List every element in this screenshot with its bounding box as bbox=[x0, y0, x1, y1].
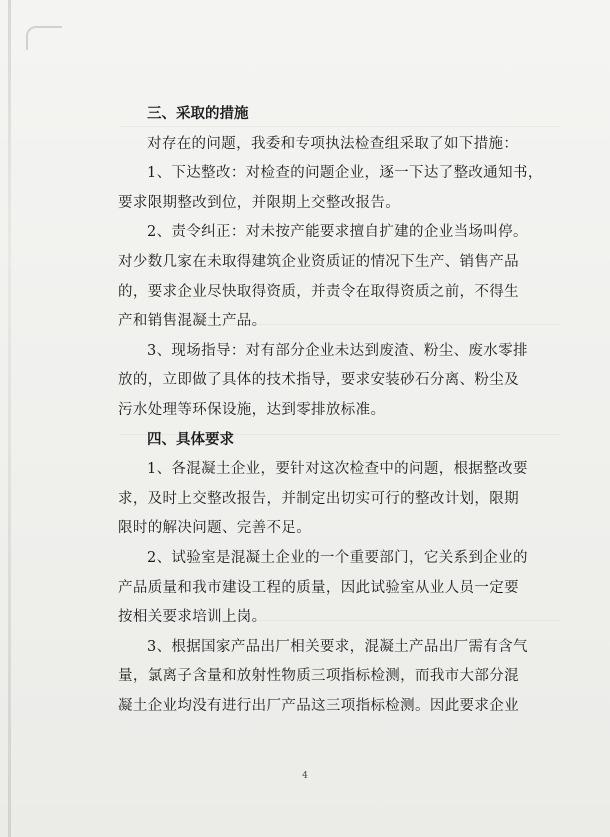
paragraph-line: 对少数几家在未取得建筑企业资质证的情况下生产、销售产品 bbox=[118, 253, 519, 270]
paragraph-line: 3、现场指导：对有部分企业未达到废渣、粉尘、废水零排 bbox=[147, 342, 528, 359]
paragraph-line: 产品质量和我市建设工程的质量，因此试验室从业人员一定要 bbox=[118, 579, 519, 596]
paragraph-line: 放的，立即做了具体的技术指导，要求安装砂石分离、粉尘及 bbox=[118, 372, 519, 389]
paragraph-line: 要求限期整改到位，并限期上交整改报告。 bbox=[118, 194, 401, 211]
paragraph-line: 凝土企业均没有进行出厂产品这三项指标检测。因此要求企业 bbox=[118, 697, 519, 714]
paragraph-line: 3、根据国家产品出厂相关要求，混凝土产品出厂需有含气 bbox=[147, 638, 528, 655]
paragraph-line: 产和销售混凝土产品。 bbox=[118, 313, 267, 330]
paragraph-line: 按相关要求培训上岗。 bbox=[118, 609, 267, 626]
scan-edge bbox=[8, 0, 11, 837]
paragraph-line: 量，氯离子含量和放射性物质三项指标检测，而我市大部分混 bbox=[118, 668, 519, 685]
paragraph-line: 2、试验室是混凝土企业的一个重要部门，它关系到企业的 bbox=[147, 549, 528, 566]
paragraph-line: 1、下达整改：对检查的问题企业，逐一下达了整改通知书， bbox=[147, 165, 543, 182]
paragraph-line: 2、责令纠正：对未按产能要求擅自扩建的企业当场叫停。 bbox=[147, 224, 528, 241]
page-number: 4 bbox=[302, 771, 308, 781]
scan-corner-mark bbox=[26, 26, 62, 50]
document-body bbox=[118, 100, 548, 721]
section-heading-requirements: 四、具体要求 bbox=[147, 431, 234, 448]
paragraph-line: 求，及时上交整改报告，并制定出切实可行的整改计划，限期 bbox=[118, 490, 519, 507]
paragraph-line: 对存在的问题，我委和专项执法检查组采取了如下措施： bbox=[147, 135, 519, 152]
section-heading-measures: 三、采取的措施 bbox=[147, 106, 249, 122]
paragraph-line: 的，要求企业尽快取得资质，并责令在取得资质之前，不得生 bbox=[118, 283, 519, 300]
paragraph-line: 污水处理等环保设施，达到零排放标准。 bbox=[118, 401, 386, 418]
paragraph-line: 限时的解决问题、完善不足。 bbox=[118, 520, 312, 537]
paragraph-line: 1、各混凝土企业，要针对这次检查中的问题，根据整改要 bbox=[147, 461, 528, 478]
